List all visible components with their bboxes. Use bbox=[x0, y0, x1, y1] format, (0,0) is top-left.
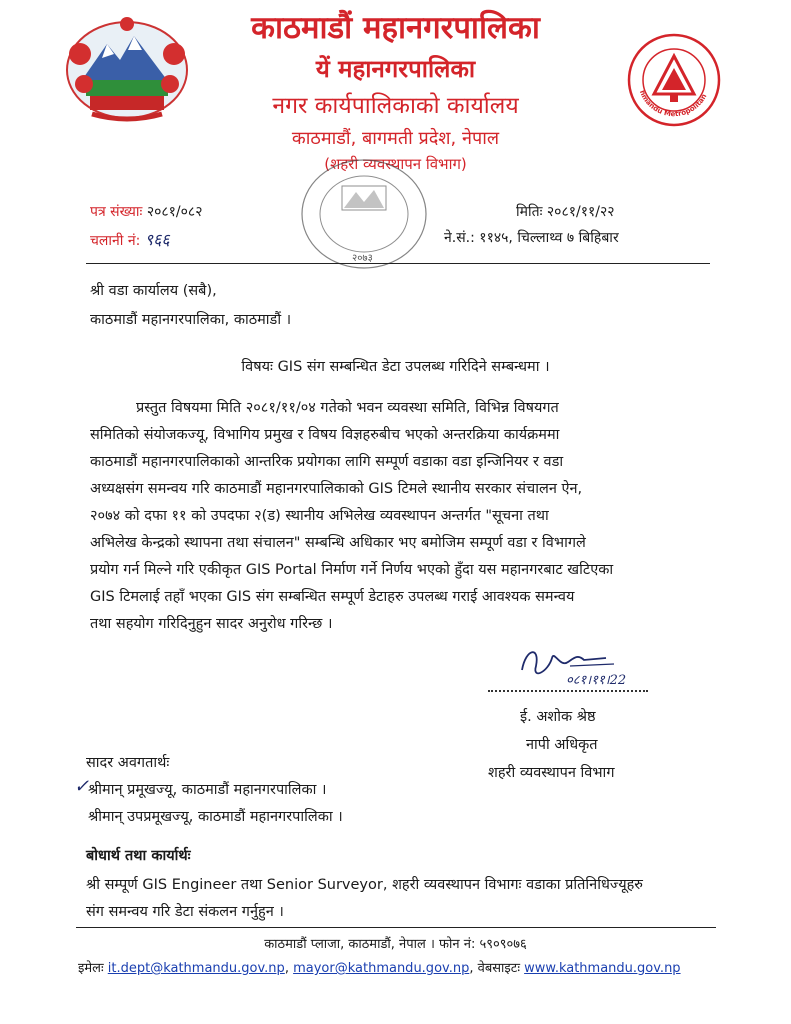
cc-line-2: श्रीमान् उपप्रमूखज्यू, काठमाडौं महानगरपालिका । bbox=[88, 809, 343, 825]
letter-date-value: २०८१/११/२२ bbox=[546, 204, 615, 220]
letter-date-label: मितिः bbox=[516, 204, 543, 220]
action-line-1: श्री सम्पूर्ण GIS Engineer तथा Senior Surveyor, शहरी व्यवस्थापन विभागः वडाका प्रतिनिधिज्यूहरु bbox=[86, 877, 643, 893]
signatory-title: नापी अधिकृत bbox=[526, 737, 598, 753]
letter-subject: विषयः GIS संग सम्बन्धित डेटा उपलब्ध गरिदिने सम्बन्धमा । bbox=[241, 359, 550, 375]
body-line: GIS टिमलाई तहाँ भएका GIS संग सम्बन्धित सम्पूर्ण डेटाहरु उपलब्ध गराई आवश्यक समन्वय bbox=[90, 589, 575, 605]
email-link-it[interactable]: it.dept@kathmandu.gov.np bbox=[107, 961, 285, 976]
body-line: प्रयोग गर्न मिल्ने गरि एकीकृत GIS Portal निर्माण गर्ने निर्णय भएको हुँदा यस महानगरबाट खटिएका bbox=[90, 562, 614, 578]
action-line-2: संग समन्वय गरि डेटा संकलन गर्नुहुन । bbox=[86, 904, 284, 920]
email-link-mayor[interactable]: mayor@kathmandu.gov.np bbox=[293, 961, 470, 976]
stamp-year: २०७३ bbox=[352, 253, 373, 264]
cc-heading: सादर अवगतार्थः bbox=[86, 755, 170, 771]
footer-website-label: , वेबसाइटः bbox=[469, 961, 520, 976]
footer-divider bbox=[76, 927, 716, 928]
footer-separator: , bbox=[284, 961, 289, 976]
body-line: अभिलेख केन्द्रको स्थापना तथा संचालन" सम्बन्धि अधिकार भए बमोजिम सम्पूर्ण वडा र विभागले bbox=[90, 535, 586, 551]
body-line: प्रस्तुत विषयमा मिति २०८१/११/०४ गतेको भवन व्यवस्था समिति, विभिन्न विषयगत bbox=[136, 400, 559, 416]
recipient-line-1: श्री वडा कार्यालय (सबै), bbox=[90, 283, 217, 299]
office-stamp bbox=[298, 156, 430, 274]
letter-number-value: २०८१/०८२ bbox=[146, 204, 203, 220]
signature-line bbox=[488, 690, 648, 692]
seal-text: hmandu Metropolitan bbox=[637, 89, 709, 119]
body-line: काठमाडौं महानगरपालिकाको आन्तरिक प्रयोगका लागि सम्पूर्ण वडाका वडा इन्जिनियर र वडा bbox=[90, 454, 564, 470]
svg-text:Kathmandu Metropolitan City bbox=[626, 32, 709, 118]
letterhead-newari-title: यें महानगरपालिका bbox=[315, 55, 476, 83]
letterhead-title: काठमाडौं महानगरपालिका bbox=[251, 10, 540, 46]
footer-email-label: इमेलः bbox=[78, 961, 104, 976]
body-line: २०७४ को दफा ११ को उपदफा २(ड) स्थानीय अभिलेख व्यवस्थापन अन्तर्गत "सूचना तथा bbox=[90, 508, 549, 524]
letterhead-address: काठमाडौं, बागमती प्रदेश, नेपाल bbox=[291, 128, 500, 149]
footer-address: काठमाडौं प्लाजा, काठमाडौं, नेपाल । फोन नं: ५९०९०७६ bbox=[264, 937, 527, 952]
body-line: समितिको संयोजकज्यू, विभागिय प्रमुख र विषय विज्ञहरुबीच भएको अन्तरक्रिया कार्यक्रममा bbox=[90, 427, 560, 443]
signatory-name: ई. अशोक श्रेष्ठ bbox=[520, 709, 596, 725]
dispatch-number-label: चलानी नं: bbox=[90, 233, 141, 249]
body-line: तथा सहयोग गरिदिनुहुन सादर अनुरोध गरिन्छ । bbox=[90, 616, 333, 632]
letter-date bbox=[516, 202, 615, 221]
signature-date: ०८१।११।22 bbox=[566, 673, 627, 688]
letterhead-office: नगर कार्यपालिकाको कार्यालय bbox=[272, 93, 519, 119]
letter-number bbox=[90, 202, 203, 221]
website-link[interactable]: www.kathmandu.gov.np bbox=[524, 961, 681, 976]
footer-contacts bbox=[78, 958, 681, 976]
checkmark-icon: ✓ bbox=[74, 776, 90, 797]
nepal-sambat-date: ने.सं.: ११४५, चिल्लाथ्व ७ बिहिबार bbox=[444, 230, 619, 246]
header-divider bbox=[86, 263, 710, 264]
signatory-department: शहरी व्यवस्थापन विभाग bbox=[488, 765, 615, 781]
dispatch-number-value: ९६६ bbox=[144, 230, 170, 249]
body-line: अध्यक्षसंग समन्वय गरि काठमाडौं महानगरपालिकाको GIS टिमले स्थानीय सरकार संचालन ऐन, bbox=[90, 481, 583, 497]
dispatch-number bbox=[90, 228, 170, 250]
kmc-seal-logo bbox=[626, 32, 722, 128]
letterhead-department: (शहरी व्यवस्थापन विभाग) bbox=[324, 155, 467, 173]
action-heading: बोधार्थ तथा कार्यार्थः bbox=[86, 848, 191, 864]
cc-line-1: श्रीमान् प्रमूखज्यू, काठमाडौं महानगरपालिका । bbox=[88, 782, 327, 798]
letter-number-label: पत्र संख्याः bbox=[90, 204, 143, 220]
recipient-line-2: काठमाडौं महानगरपालिका, काठमाडौं । bbox=[90, 312, 292, 328]
